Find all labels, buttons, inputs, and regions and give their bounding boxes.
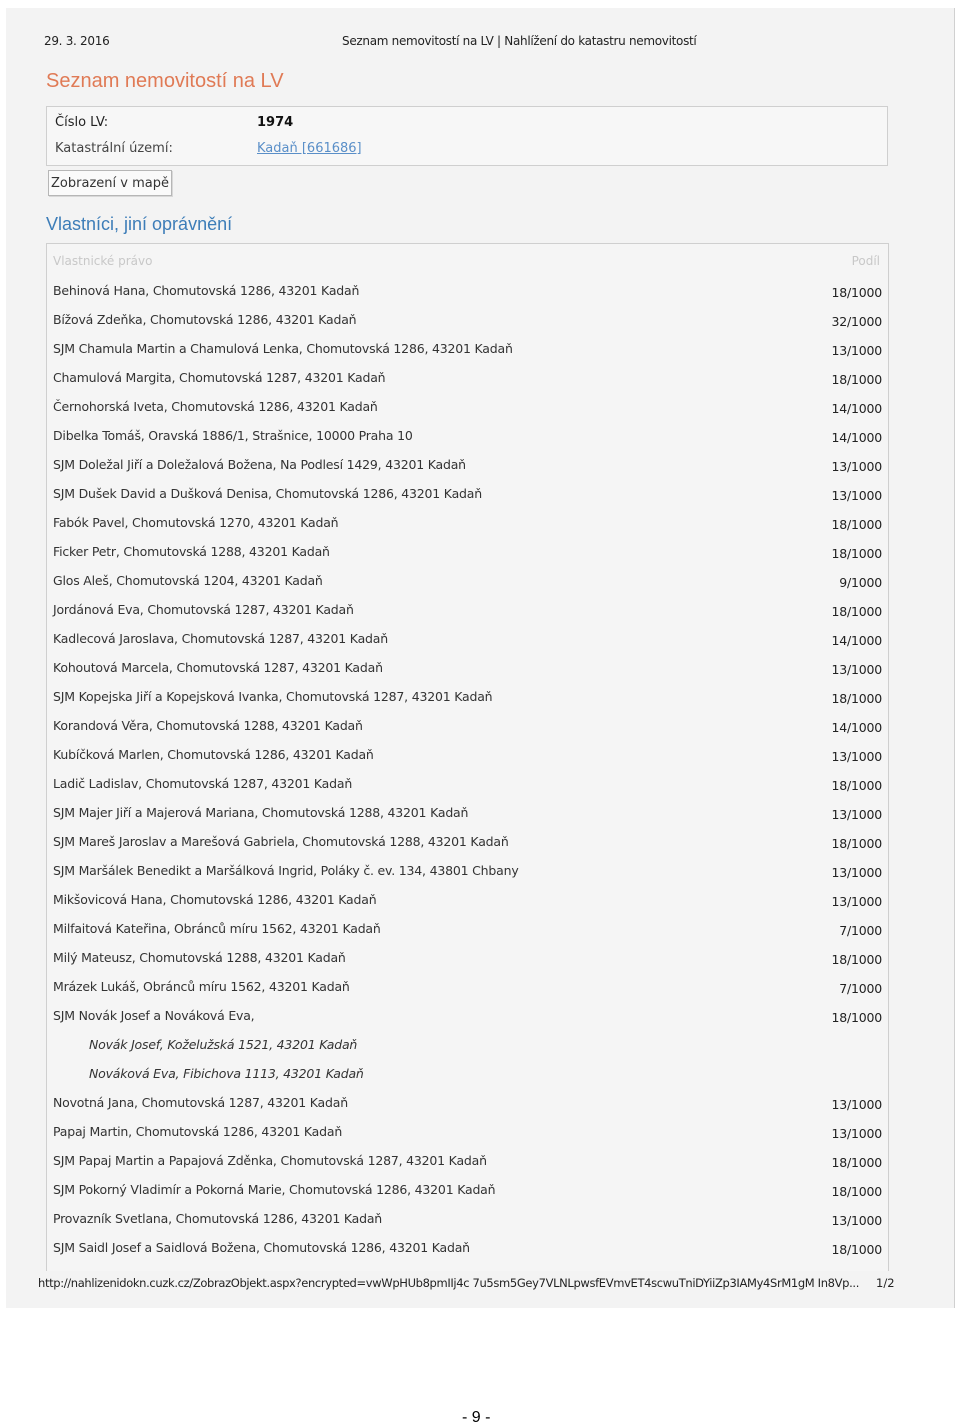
owner-name: SJM Novák Josef a Nováková Eva, <box>53 1008 255 1023</box>
owner-row <box>47 394 888 423</box>
show-in-map-button[interactable]: Zobrazení v mapě <box>48 170 172 196</box>
lv-info-panel <box>46 106 888 166</box>
owner-name: Nováková Eva, Fibichova 1113, 43201 Kadaň <box>89 1066 364 1081</box>
owner-name: Chamulová Margita, Chomutovská 1287, 43201 Kadaň <box>53 370 386 385</box>
owner-share: 14/1000 <box>831 633 882 648</box>
owner-share: 18/1000 <box>831 1010 882 1025</box>
owner-row <box>47 916 888 945</box>
owner-name: Korandová Věra, Chomutovská 1288, 43201 Kadaň <box>53 718 363 733</box>
owner-row <box>47 800 888 829</box>
owner-row <box>47 452 888 481</box>
owner-share: 32/1000 <box>831 314 882 329</box>
owner-row <box>47 423 888 452</box>
owner-row <box>47 481 888 510</box>
owner-name: Mikšovicová Hana, Chomutovská 1286, 43201 Kadaň <box>53 892 377 907</box>
owner-row <box>47 829 888 858</box>
co-owner-sub-row <box>47 1061 888 1090</box>
owner-row <box>47 1148 888 1177</box>
owner-share: 9/1000 <box>839 575 882 590</box>
owner-row <box>47 539 888 568</box>
owner-name: SJM Majer Jiří a Majerová Mariana, Chomutovská 1288, 43201 Kadaň <box>53 805 469 820</box>
owner-row <box>47 887 888 916</box>
owner-name: Dibelka Tomáš, Oravská 1886/1, Strašnice, 10000 Praha 10 <box>53 428 413 443</box>
owner-row <box>47 626 888 655</box>
owner-row <box>47 771 888 800</box>
owner-row <box>47 1090 888 1119</box>
owner-share: 13/1000 <box>831 662 882 677</box>
owner-row <box>47 858 888 887</box>
owner-name: SJM Chamula Martin a Chamulová Lenka, Chomutovská 1286, 43201 Kadaň <box>53 341 513 356</box>
owner-share: 18/1000 <box>831 517 882 532</box>
owners-table <box>46 243 889 1271</box>
owner-row <box>47 1119 888 1148</box>
owner-column-header: Vlastnické právo <box>53 254 153 268</box>
owner-name: Ficker Petr, Chomutovská 1288, 43201 Kadaň <box>53 544 330 559</box>
owner-share: 13/1000 <box>831 459 882 474</box>
owner-share: 18/1000 <box>831 836 882 851</box>
owner-name: Novák Josef, Koželužská 1521, 43201 Kadaň <box>89 1037 358 1052</box>
owner-row <box>47 278 888 307</box>
owner-name: SJM Papaj Martin a Papajová Zděnka, Chomutovská 1287, 43201 Kadaň <box>53 1153 487 1168</box>
owner-share: 18/1000 <box>831 1155 882 1170</box>
owner-name: Novotná Jana, Chomutovská 1287, 43201 Kadaň <box>53 1095 348 1110</box>
owner-share: 13/1000 <box>831 807 882 822</box>
share-column-header: Podíl <box>851 254 880 268</box>
owner-row <box>47 365 888 394</box>
owners-table-body <box>47 278 888 1264</box>
owner-row <box>47 655 888 684</box>
owner-name: Jordánová Eva, Chomutovská 1287, 43201 Kadaň <box>53 602 354 617</box>
owner-name: SJM Pokorný Vladimír a Pokorná Marie, Chomutovská 1286, 43201 Kadaň <box>53 1182 496 1197</box>
owner-row <box>47 336 888 365</box>
owner-row <box>47 1206 888 1235</box>
owner-share: 18/1000 <box>831 1184 882 1199</box>
owners-section-title: Vlastníci, jiní oprávnění <box>46 214 233 234</box>
cadastral-area-link[interactable]: Kadaň [661686] <box>257 141 362 156</box>
owner-row <box>47 684 888 713</box>
owner-share: 14/1000 <box>831 401 882 416</box>
owner-share: 13/1000 <box>831 343 882 358</box>
owner-share: 18/1000 <box>831 546 882 561</box>
owner-name: SJM Mareš Jaroslav a Marešová Gabriela, Chomutovská 1288, 43201 Kadaň <box>53 834 509 849</box>
owner-share: 18/1000 <box>831 778 882 793</box>
owner-name: Fabók Pavel, Chomutovská 1270, 43201 Kadaň <box>53 515 339 530</box>
document-page-number: - 9 - <box>462 1409 491 1426</box>
owner-share: 18/1000 <box>831 285 882 300</box>
owners-table-header <box>47 244 888 272</box>
owner-name: Glos Aleš, Chomutovská 1204, 43201 Kadaň <box>53 573 323 588</box>
cadastral-area-value <box>257 141 362 156</box>
owner-row <box>47 974 888 1003</box>
page-title: Seznam nemovitostí na LV <box>46 70 284 92</box>
owner-name: Kohoutová Marcela, Chomutovská 1287, 43201 Kadaň <box>53 660 383 675</box>
owner-name: SJM Maršálek Benedikt a Maršálková Ingrid, Poláky č. ev. 134, 43801 Chbany <box>53 863 519 878</box>
owner-row <box>47 1003 888 1032</box>
owner-name: Provazník Svetlana, Chomutovská 1286, 43201 Kadaň <box>53 1211 383 1226</box>
owner-share: 18/1000 <box>831 691 882 706</box>
owner-name: Bížová Zdeňka, Chomutovská 1286, 43201 Kadaň <box>53 312 357 327</box>
owner-name: Milfaitová Kateřina, Obránců míru 1562, 43201 Kadaň <box>53 921 381 936</box>
print-footer-url: http://nahlizenidokn.cuzk.cz/ZobrazObjekt.aspx?encrypted=vwWpHUb8pmIIj4c 7u5sm5Gey7VLNLpwsfEVmvET4scwuTniDYiiZp3IAMy4SrM1gM In8Vp... <box>38 1276 860 1290</box>
print-footer-page: 1/2 <box>876 1276 895 1290</box>
owner-name: SJM Doležal Jiří a Doležalová Božena, Na Podlesí 1429, 43201 Kadaň <box>53 457 466 472</box>
owner-row <box>47 1177 888 1206</box>
owner-share: 18/1000 <box>831 1242 882 1257</box>
owner-share: 14/1000 <box>831 720 882 735</box>
lv-number-value: 1974 <box>257 115 294 130</box>
owner-name: Černohorská Iveta, Chomutovská 1286, 43201 Kadaň <box>53 399 378 414</box>
cadastral-area-label: Katastrální území: <box>55 141 173 156</box>
print-page-title: Seznam nemovitostí na LV | Nahlížení do katastru nemovitostí <box>342 34 697 48</box>
owner-name: Behinová Hana, Chomutovská 1286, 43201 Kadaň <box>53 283 360 298</box>
owner-name: Milý Mateusz, Chomutovská 1288, 43201 Kadaň <box>53 950 346 965</box>
owner-name: Kubíčková Marlen, Chomutovská 1286, 43201 Kadaň <box>53 747 374 762</box>
owner-row <box>47 713 888 742</box>
owner-row <box>47 1235 888 1264</box>
owner-row <box>47 568 888 597</box>
owner-share: 13/1000 <box>831 1126 882 1141</box>
owner-share: 18/1000 <box>831 952 882 967</box>
lv-number-label: Číslo LV: <box>55 115 109 130</box>
owner-share: 18/1000 <box>831 372 882 387</box>
owner-share: 18/1000 <box>831 604 882 619</box>
owner-name: SJM Saidl Josef a Saidlová Božena, Chomutovská 1286, 43201 Kadaň <box>53 1240 470 1255</box>
owner-share: 13/1000 <box>831 488 882 503</box>
owner-share: 13/1000 <box>831 1213 882 1228</box>
print-date: 29. 3. 2016 <box>44 34 110 48</box>
co-owner-sub-row <box>47 1032 888 1061</box>
owner-share: 13/1000 <box>831 749 882 764</box>
owner-share: 7/1000 <box>839 981 882 996</box>
owner-share: 13/1000 <box>831 865 882 880</box>
owner-name: Kadlecová Jaroslava, Chomutovská 1287, 43201 Kadaň <box>53 631 388 646</box>
owner-row <box>47 597 888 626</box>
owner-share: 13/1000 <box>831 1097 882 1112</box>
owner-name: Mrázek Lukáš, Obránců míru 1562, 43201 Kadaň <box>53 979 350 994</box>
owner-share: 13/1000 <box>831 894 882 909</box>
owner-share: 14/1000 <box>831 430 882 445</box>
owner-row <box>47 307 888 336</box>
owner-name: SJM Kopejska Jiří a Kopejsková Ivanka, Chomutovská 1287, 43201 Kadaň <box>53 689 493 704</box>
owner-row <box>47 510 888 539</box>
owner-share: 7/1000 <box>839 923 882 938</box>
owner-row <box>47 742 888 771</box>
owner-name: Papaj Martin, Chomutovská 1286, 43201 Kadaň <box>53 1124 343 1139</box>
owner-name: SJM Dušek David a Dušková Denisa, Chomutovská 1286, 43201 Kadaň <box>53 486 482 501</box>
owner-name: Ladič Ladislav, Chomutovská 1287, 43201 Kadaň <box>53 776 353 791</box>
owner-row <box>47 945 888 974</box>
